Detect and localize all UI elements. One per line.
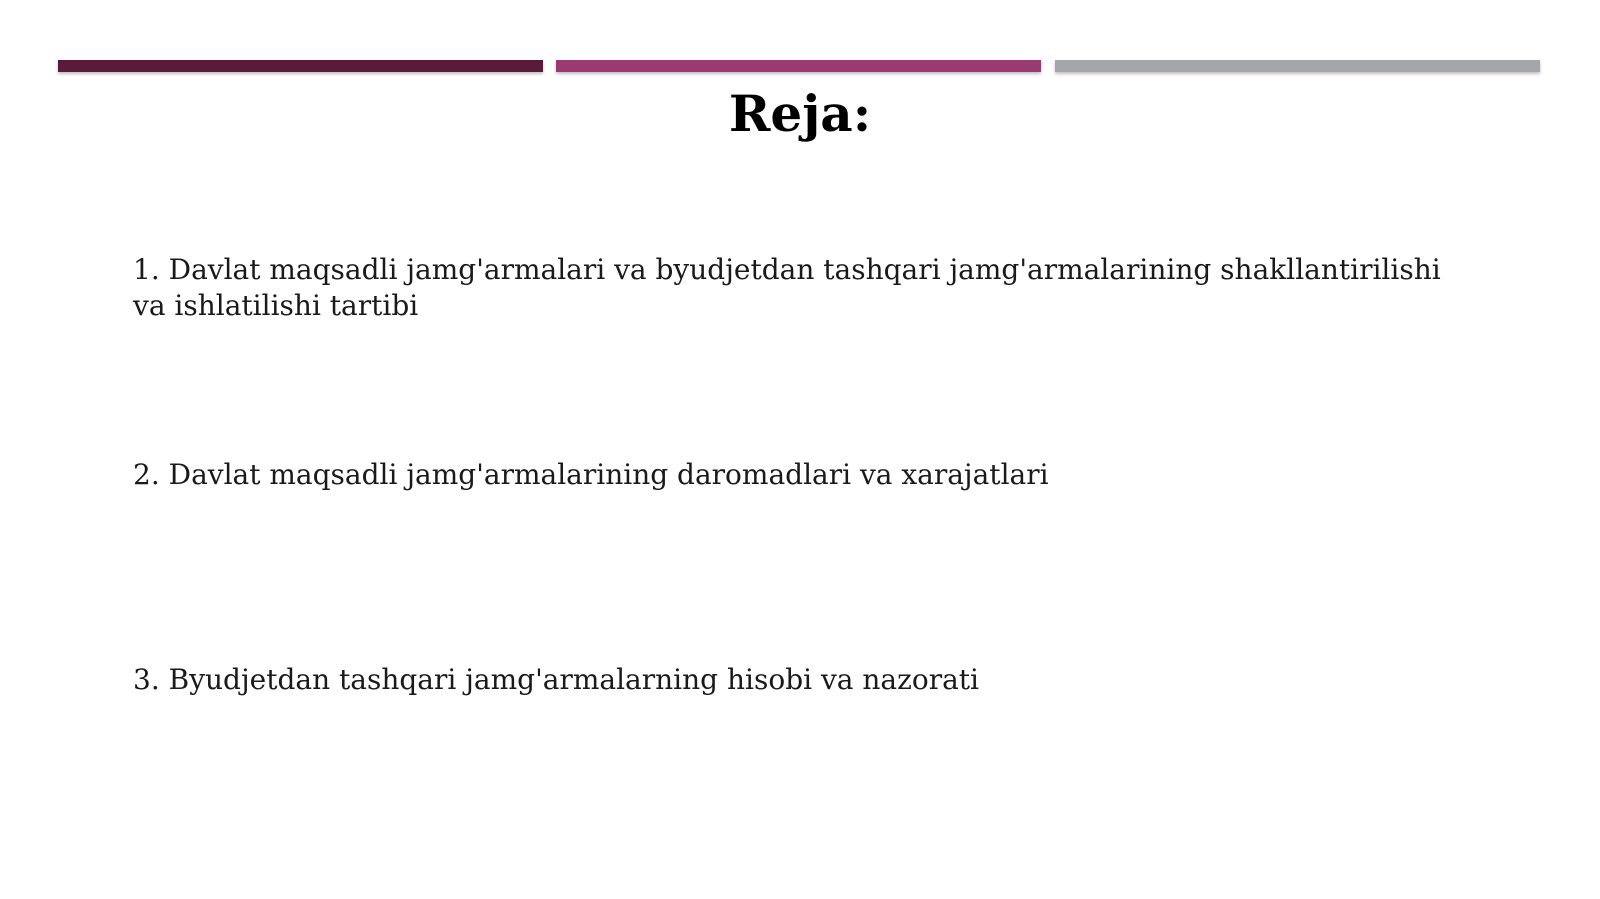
accent-bar-magenta [556,60,1041,72]
plan-item-2: 2. Davlat maqsadli jamg'armalarining daromadlari va xarajatlari [133,458,1049,491]
slide-title: Reja: [728,84,872,143]
plan-item-1: 1. Davlat maqsadli jamg'armalari va byudjetdan tashqari jamg'armalarining shakllantirilishi va ishlatilishi tartibi [133,253,1441,322]
accent-bar-dark-purple [58,60,543,72]
plan-item-3: 3. Byudjetdan tashqari jamg'armalarning hisobi va nazorati [133,663,980,696]
accent-bar-gray [1055,60,1540,72]
